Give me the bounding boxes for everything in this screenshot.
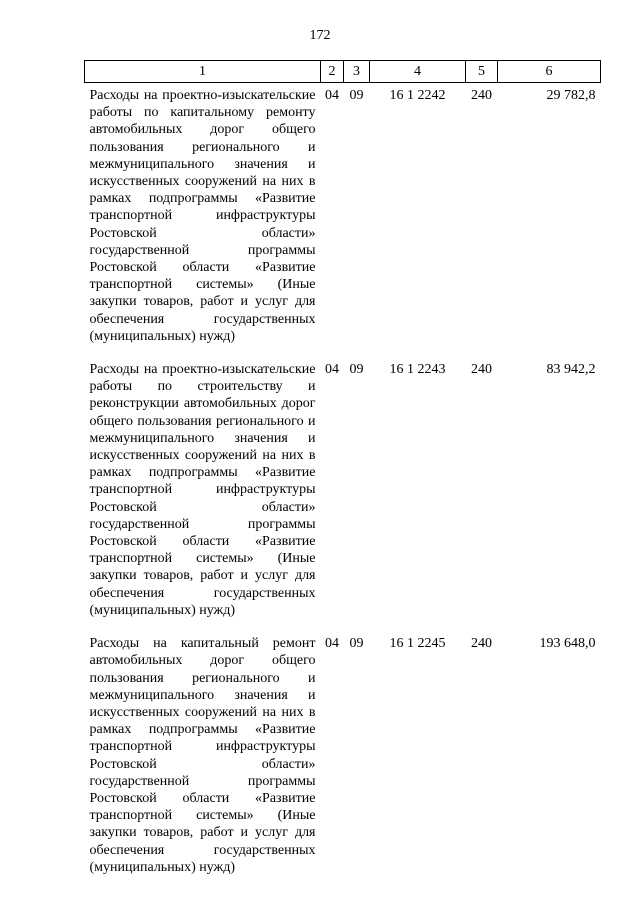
table-row [85,357,601,631]
header-col-1: 1 [85,61,321,83]
expense-type-code: 240 [471,362,492,378]
expense-description: Расходы на проектно-изыскательские работы по капитальному ремонту автомобильных дорог общего пользования регионального и межмуниципального значения и искусственных сооружений на них в рамках подпрограммы «Развитие транспортной инфраструктуры Ростовской области» государственной программы Ростовской области «Развитие транспортной системы» (Иные закупки товаров, работ и услуг для обеспечения государственных (муниципальных) нужд) [89,88,316,344]
header-col-2: 2 [321,61,344,83]
budget-table [84,60,601,888]
target-article-code: 16 1 2242 [389,88,446,103]
section-code: 04 [325,88,339,103]
subsection-code: 09 [349,88,364,103]
expense-type-code: 240 [471,636,492,652]
section-code: 04 [325,636,339,652]
target-article-code: 16 1 2243 [389,362,446,378]
table-header-row [85,61,601,83]
section-code: 04 [325,362,339,378]
subsection-code: 09 [349,362,364,378]
header-col-4: 4 [370,61,466,83]
header-col-6: 6 [498,61,601,83]
header-col-3: 3 [344,61,370,83]
table-row [85,631,601,888]
subsection-code: 09 [349,636,364,652]
amount: 29 782,8 [546,88,596,103]
page-number: 172 [309,28,331,43]
target-article-code: 16 1 2245 [389,636,446,652]
header-col-5: 5 [466,61,498,83]
expense-type-code: 240 [471,88,492,103]
expense-description: Расходы на проектно-изыскательские работы по строительству и реконструкции автомобильных дорог общего пользования регионального и межмуниципального значения и искусственных сооружений на них в рамках подпрограммы «Развитие транспортной инфраструктуры Ростовской области» государственной программы Ростовской области «Развитие транспортной системы» (Иные закупки товаров, работ и услуг для обеспечения государственных (муниципальных) нужд) [89,362,316,618]
amount: 193 648,0 [539,636,596,652]
table-row [85,83,601,358]
expense-description: Расходы на капитальный ремонт автомобильных дорог общего пользования регионального и межмуниципального значения и искусственных сооружений на них в рамках подпрограммы «Развитие транспортной инфраструктуры Ростовской области» государственной программы Ростовской области «Развитие транспортной системы» (Иные закупки товаров, работ и услуг для обеспечения государственных (муниципальных) нужд) [89,636,316,875]
amount: 83 942,2 [546,362,596,378]
